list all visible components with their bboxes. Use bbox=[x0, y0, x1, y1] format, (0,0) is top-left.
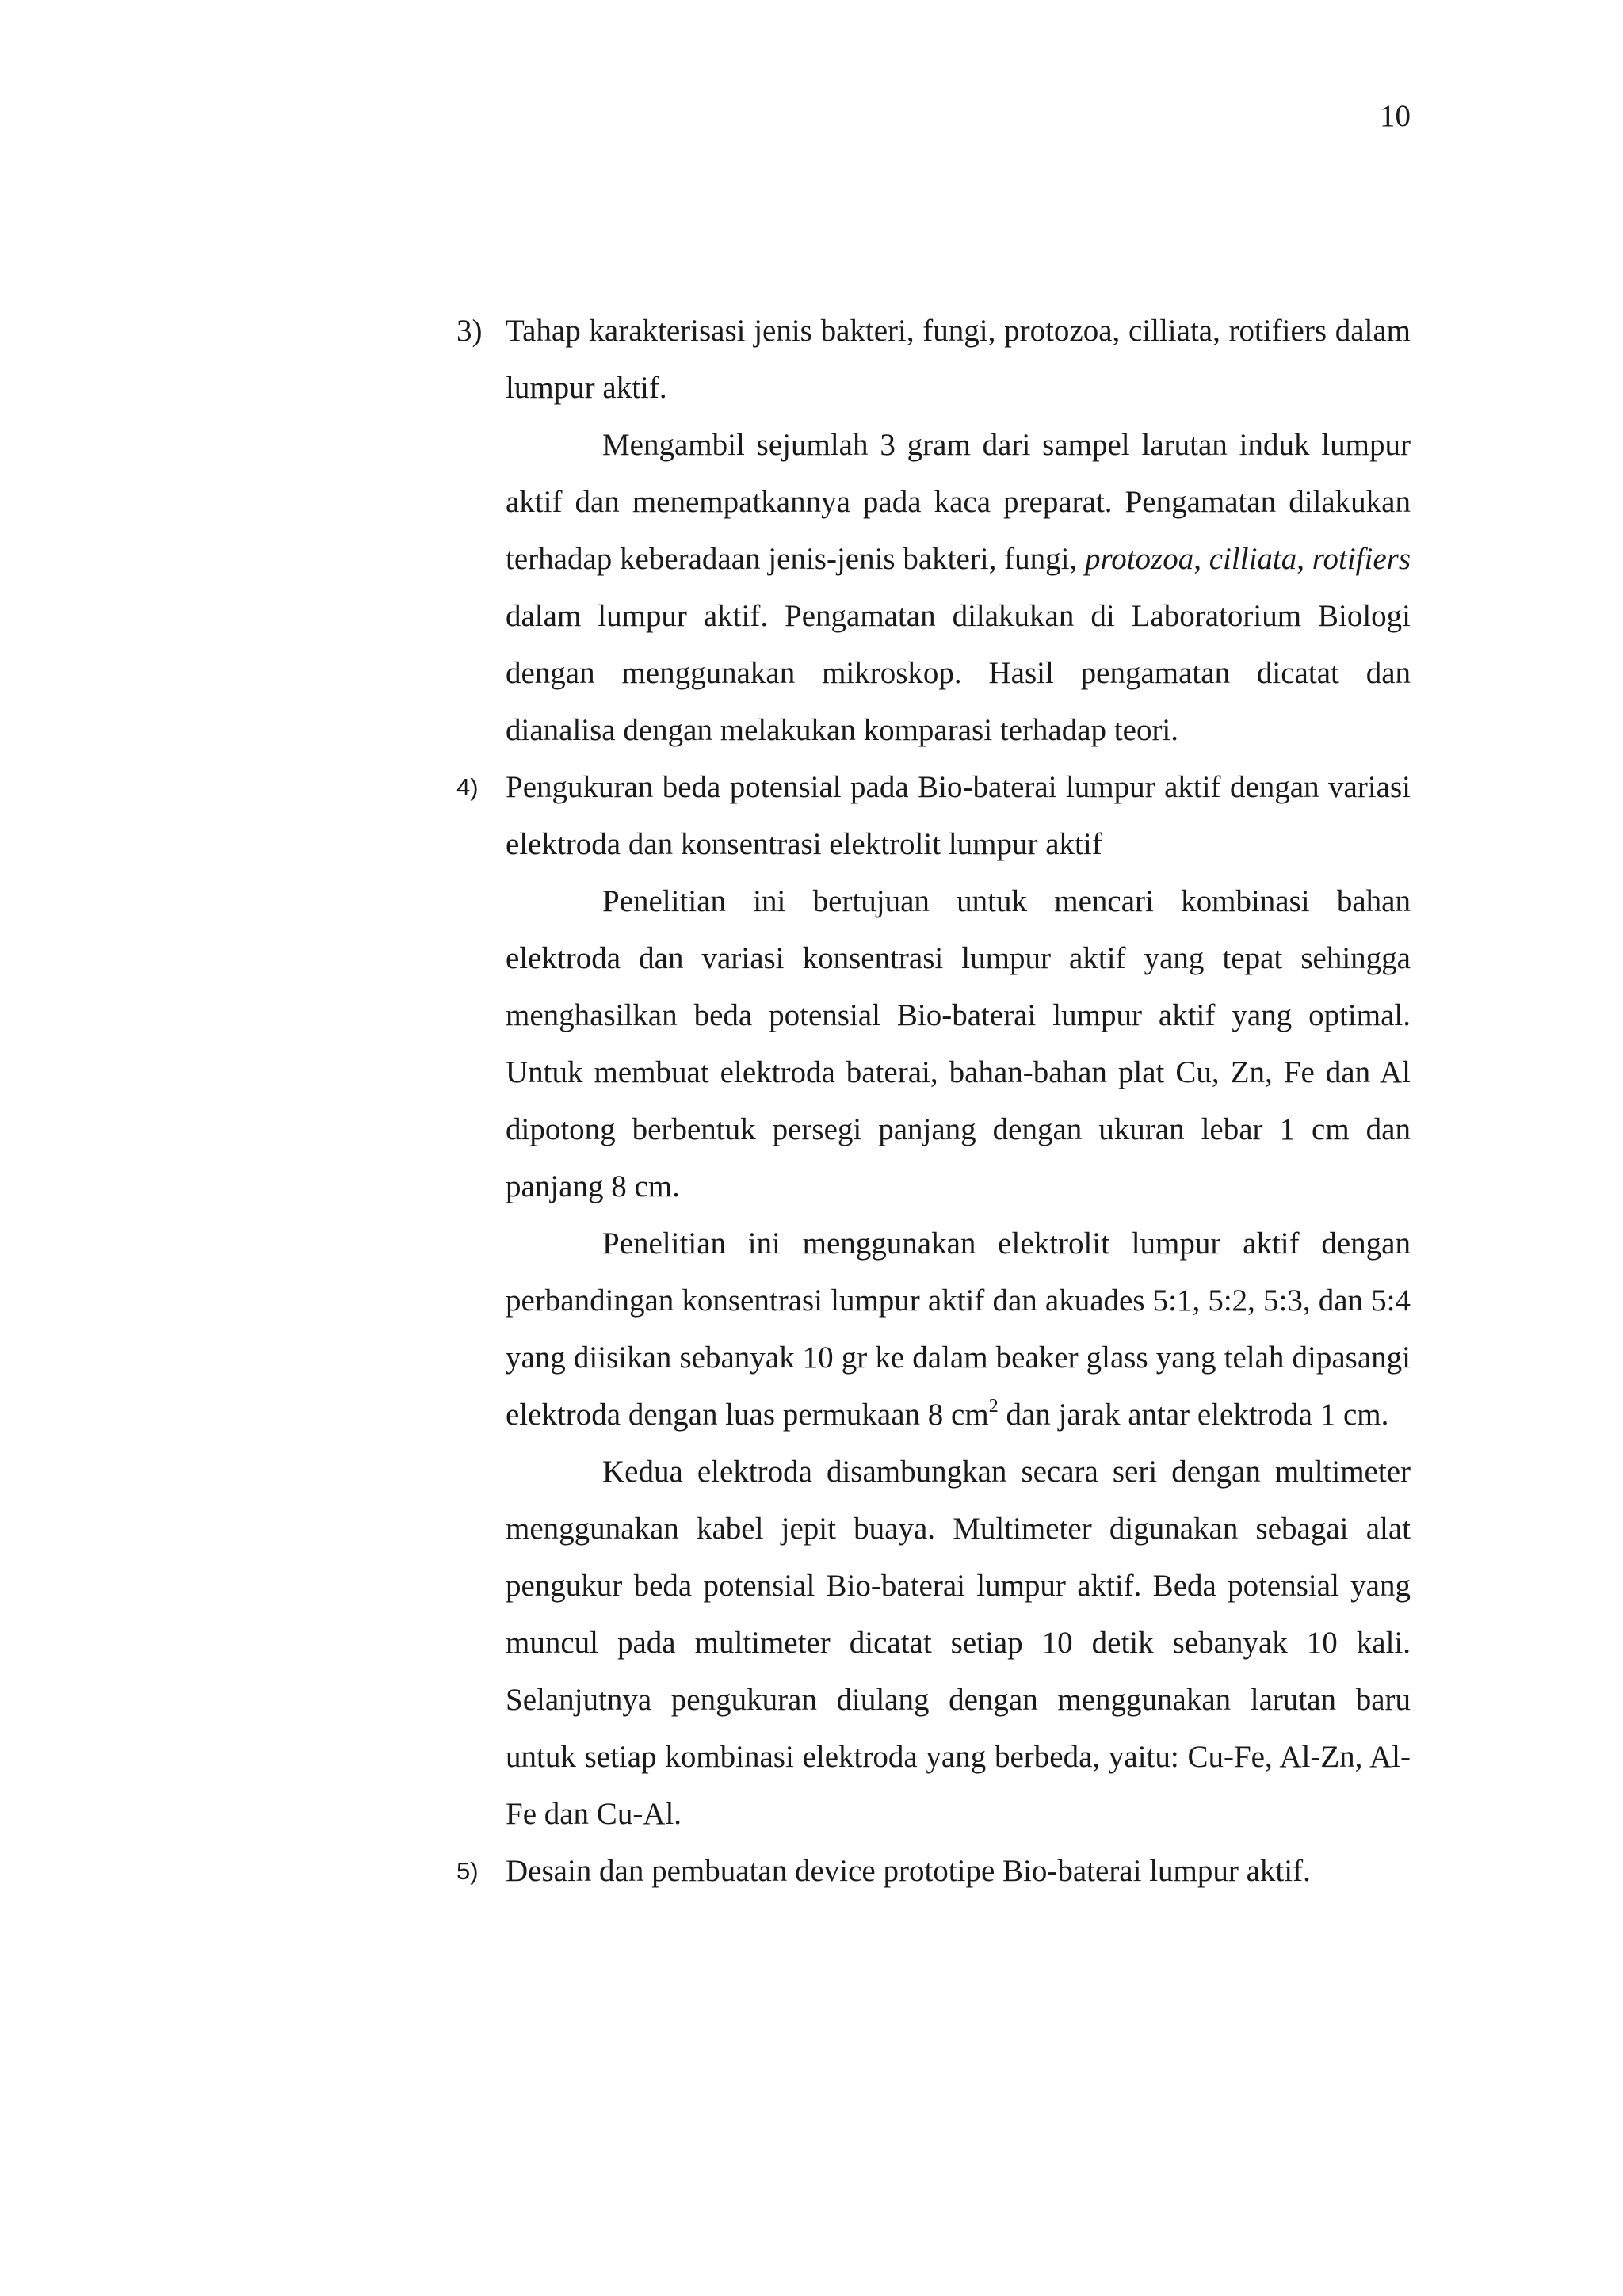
paragraph: Penelitian ini menggunakan elektrolit lumpur aktif dengan perbandingan konsentrasi lumpur aktif dan akuades 5:1, 5:2, 5:3, dan 5:4 yang diisikan sebanyak 10 gr ke dalam beaker glass yang telah dipasangi elektroda dengan luas permukaan 8 $cm^2$ dan jarak antar elektroda 1 cm. bbox=[506, 1226, 1411, 1432]
italic-term: cilliata bbox=[1209, 542, 1297, 576]
list-item-3 bbox=[456, 303, 1411, 759]
superscript: 2 bbox=[988, 1396, 999, 1417]
item-number: 4) bbox=[456, 773, 479, 801]
italic-term: rotifiers bbox=[1312, 542, 1411, 576]
italic-term: protozoa bbox=[1084, 542, 1194, 576]
paragraph: Mengambil sejumlah 3 gram dari sampel larutan induk lumpur aktif dan menempatkannya pada kaca preparat. Pengamatan dilakukan terhadap keberadaan jenis-jenis bakteri, fungi, protozoa, cilliata, rotifiers dalam lumpur aktif. Pengamatan dilakukan di Laboratorium Biologi dengan menggunakan mikroskop. Hasil pengamatan dicatat dan dianalisa dengan melakukan komparasi terhadap teori. bbox=[506, 428, 1411, 747]
list-item-4 bbox=[456, 759, 1411, 1843]
item-title: Desain dan pembuatan device prototipe Bio-baterai lumpur aktif. bbox=[506, 1854, 1311, 1888]
page-number: 10 bbox=[1380, 99, 1411, 133]
paragraph: Kedua elektroda disambungkan secara seri dengan multimeter menggunakan kabel jepit buaya. Multimeter digunakan sebagai alat pengukur beda potensial Bio-baterai lumpur aktif. Beda potensial yang muncul pada multimeter dicatat setiap 10 detik sebanyak 10 kali. Selanjutnya pengukuran diulang dengan menggunakan larutan baru untuk setiap kombinasi elektroda yang berbeda, yaitu: Cu-Fe, Al-Zn, Al-Fe dan Cu-Al. bbox=[506, 1455, 1411, 1831]
document-body bbox=[456, 303, 1411, 1900]
item-number: 5) bbox=[456, 1857, 479, 1885]
item-number: 3) bbox=[456, 314, 483, 348]
item-title: Pengukuran beda potensial pada Bio-baterai lumpur aktif dengan variasi elektroda dan konsentrasi elektrolit lumpur aktif bbox=[506, 770, 1411, 861]
item-title: Tahap karakterisasi jenis bakteri, fungi, protozoa, cilliata, rotifiers dalam lumpur aktif. bbox=[506, 314, 1411, 405]
list-item-5 bbox=[456, 1843, 1411, 1900]
paragraph: Penelitian ini bertujuan untuk mencari kombinasi bahan elektroda dan variasi konsentrasi lumpur aktif yang tepat sehingga menghasilkan beda potensial Bio-baterai lumpur aktif yang optimal. Untuk membuat elektroda baterai, bahan-bahan plat Cu, Zn, Fe dan Al dipotong berbentuk persegi panjang dengan ukuran lebar 1 cm dan panjang 8 cm. bbox=[506, 884, 1411, 1203]
